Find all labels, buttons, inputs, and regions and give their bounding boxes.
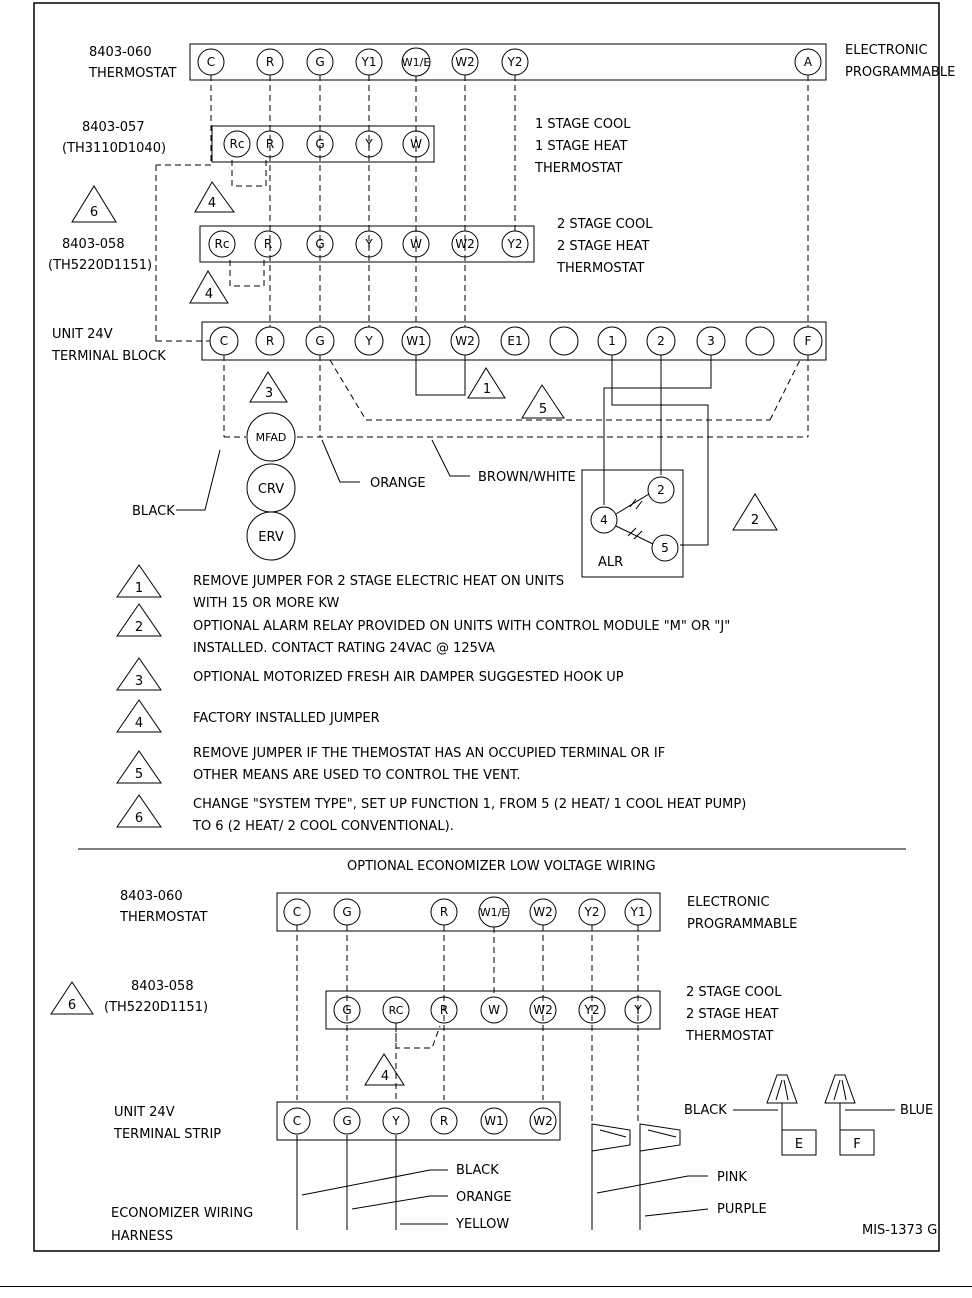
terminal-label: G [315, 55, 325, 69]
wire-orange-econ: ORANGE [456, 1190, 512, 1205]
terminal-label: W1/E [401, 56, 431, 69]
terminal-label: 3 [707, 334, 715, 348]
econ-t060-desc: THERMOSTAT [120, 910, 208, 925]
alarm-relay [582, 470, 683, 577]
note-line2: INSTALLED. CONTACT RATING 24VAC @ 125VA [193, 641, 495, 656]
flag-6 [72, 186, 116, 222]
harness-wiring [297, 1135, 708, 1230]
economizer-title: OPTIONAL ECONOMIZER LOW VOLTAGE WIRING [347, 859, 656, 874]
terminal-label: R [439, 1003, 449, 1017]
terminal-label: W2 [533, 1114, 553, 1128]
terminal-label: G [342, 1114, 352, 1128]
terminal-label: C [292, 905, 302, 919]
econ-wiring [297, 925, 638, 1125]
terminal-label: R [265, 55, 275, 69]
jumper-058 [230, 260, 264, 286]
flag-label: 4 [207, 196, 217, 211]
flag-label: 6 [67, 998, 77, 1013]
flag-3 [250, 372, 287, 402]
connector-y1 [640, 1124, 680, 1151]
flag-4-lower [190, 271, 228, 303]
note-line1: FACTORY INSTALLED JUMPER [193, 711, 380, 726]
terminal-label: W1 [406, 334, 426, 348]
drawing-number: MIS-1373 G [862, 1223, 938, 1238]
terminal-label: Y [392, 1114, 400, 1128]
wire-black-label: BLACK [132, 504, 175, 519]
terminal-label: G [342, 905, 352, 919]
thermostat-058-right3: THERMOSTAT [557, 261, 645, 276]
lower-wiring [224, 355, 808, 437]
terminal-label: W [410, 137, 422, 151]
econ-thermostat-058 [51, 979, 782, 1044]
flag-label: 2 [750, 513, 760, 528]
terminal-label: 2 [657, 334, 665, 348]
note-line2: OTHER MEANS ARE USED TO CONTROL THE VENT. [193, 768, 521, 783]
top-wiring [156, 75, 808, 341]
terminal-label: Y1 [361, 55, 377, 69]
terminal-label: Y [365, 237, 373, 251]
thermostat-058-right2: 2 STAGE HEAT [557, 239, 650, 254]
notes [117, 565, 746, 834]
note-5 [117, 746, 665, 783]
flag-label: 5 [538, 402, 548, 417]
page-footer-rule [0, 1286, 972, 1287]
terminal-label: R [439, 1114, 449, 1128]
wire-blue-label: BLUE [900, 1103, 934, 1118]
note-line1: REMOVE JUMPER FOR 2 STAGE ELECTRIC HEAT ON UNITS [193, 574, 565, 589]
connector-f-label: F [853, 1137, 861, 1152]
note-number: 6 [134, 811, 144, 826]
wire-yellow-econ: YELLOW [456, 1217, 510, 1232]
alr-label: ALR [598, 555, 624, 570]
harness-label2: HARNESS [111, 1229, 174, 1244]
flag-2 [733, 494, 777, 530]
thermostat-057-right3: THERMOSTAT [535, 161, 623, 176]
terminal-label: E1 [507, 334, 523, 348]
alr-terminal-5-label: 5 [661, 541, 669, 555]
terminal-label: G [342, 1003, 352, 1017]
econ-t060-right2: PROGRAMMABLE [687, 917, 798, 932]
terminal-label: W [410, 237, 422, 251]
erv-label: ERV [258, 530, 284, 545]
terminal-label: Rc [214, 237, 230, 251]
terminal-label: W2 [455, 237, 475, 251]
terminal-label: R [265, 137, 275, 151]
thermostat-060-right2: PROGRAMMABLE [845, 65, 956, 80]
terminal-label: W2 [533, 1003, 553, 1017]
wire-black2-label: BLACK [684, 1103, 727, 1118]
note-number: 5 [134, 767, 144, 782]
terminal-label: Y1 [630, 905, 646, 919]
jumper-057 [232, 160, 266, 186]
thermostat-057-right2: 1 STAGE HEAT [535, 139, 628, 154]
econ-t058-right3: THERMOSTAT [686, 1029, 774, 1044]
econ-strip-label2: TERMINAL STRIP [114, 1127, 222, 1142]
econ-t058-right1: 2 STAGE COOL [686, 985, 782, 1000]
note-2 [117, 604, 730, 656]
terminal-label: Y [365, 334, 373, 348]
thermostat-058 [48, 217, 653, 286]
alarm-relay-wiring [604, 355, 711, 545]
flag-label: 1 [482, 382, 492, 397]
terminal-label: Y2 [507, 55, 523, 69]
note-number: 3 [134, 674, 144, 689]
thermostat-058-right1: 2 STAGE COOL [557, 217, 653, 232]
alr-terminal-4-label: 4 [600, 513, 608, 527]
note-number: 4 [134, 716, 144, 731]
note-line2: TO 6 (2 HEAT/ 2 COOL CONVENTIONAL). [193, 819, 454, 834]
terminal-label: Y2 [584, 905, 600, 919]
wire-brown-white-label: BROWN/WHITE [478, 470, 576, 485]
note-line1: REMOVE JUMPER IF THE THEMOSTAT HAS AN OCCUPIED TERMINAL OR IF [193, 746, 666, 761]
flag-6-econ [51, 982, 93, 1014]
thermostat-057 [62, 117, 631, 186]
unit-terminal-block [51, 322, 826, 364]
flag-5 [522, 385, 564, 418]
devices [247, 413, 295, 560]
mfad-label: MFAD [255, 431, 287, 444]
note-number: 2 [134, 620, 144, 635]
harness-label1: ECONOMIZER WIRING [111, 1206, 254, 1221]
terminal-label: W [488, 1003, 500, 1017]
econ-strip-box [277, 1102, 560, 1140]
flag-1 [468, 368, 505, 398]
note-6 [117, 795, 746, 834]
flag-label: 4 [380, 1069, 390, 1084]
terminal-label: Y2 [507, 237, 523, 251]
terminal-label: R [263, 237, 273, 251]
terminal-label: W1 [484, 1114, 504, 1128]
terminal-label: C [206, 55, 216, 69]
terminal-label: Rc [229, 137, 245, 151]
note-line1: CHANGE "SYSTEM TYPE", SET UP FUNCTION 1, FROM 5 (2 HEAT/ 1 COOL HEAT PUMP) [193, 797, 747, 812]
thermostat-060-right1: ELECTRONIC [845, 43, 928, 58]
note-line1: OPTIONAL ALARM RELAY PROVIDED ON UNITS WITH CONTROL MODULE "M" OR "J" [193, 619, 731, 634]
terminal-label: RC [388, 1004, 404, 1017]
terminal [550, 327, 578, 355]
connector-y2 [592, 1124, 630, 1151]
terminal-label: W2 [455, 55, 475, 69]
terminal-label: W1/E [479, 906, 509, 919]
econ-t058-part: (TH5220D1151) [104, 1000, 209, 1015]
terminal-label: G [315, 137, 325, 151]
econ-thermostat-060 [119, 889, 797, 932]
thermostat-058-model: 8403-058 [62, 237, 125, 252]
econ-t058-model: 8403-058 [131, 979, 194, 994]
terminal-label: Y [365, 137, 373, 151]
note-line2: WITH 15 OR MORE KW [193, 596, 340, 611]
terminal-label: G [315, 237, 325, 251]
terminal-label: G [315, 334, 325, 348]
note-line1: OPTIONAL MOTORIZED FRESH AIR DAMPER SUGGESTED HOOK UP [193, 670, 624, 685]
note-4 [117, 700, 380, 732]
flag-label: 3 [264, 386, 274, 401]
connector-f [825, 1075, 933, 1155]
thermostat-058-part: (TH5220D1151) [48, 258, 153, 273]
econ-t060-right1: ELECTRONIC [687, 895, 770, 910]
crv-label: CRV [257, 482, 285, 497]
terminal-label: C [219, 334, 229, 348]
terminal-label: A [803, 55, 813, 69]
note-1 [117, 565, 564, 611]
wire-purple-econ: PURPLE [717, 1202, 767, 1217]
thermostat-060-model: 8403-060 [89, 45, 152, 60]
thermostat-060-terminals [198, 48, 821, 76]
thermostat-057-model: 8403-057 [82, 120, 145, 135]
wire-pink-econ: PINK [717, 1170, 747, 1185]
note-3 [117, 658, 624, 690]
flag-4-upper [195, 182, 234, 212]
jumper-w1-w2 [416, 355, 465, 395]
unit-block-label1: UNIT 24V [52, 327, 113, 342]
connector-e-label: E [794, 1137, 804, 1152]
terminal-label: Y [634, 1003, 642, 1017]
flag-label: 6 [89, 205, 99, 220]
terminal-label: W2 [533, 905, 553, 919]
econ-terminal-strip [113, 1102, 560, 1142]
thermostat-057-part: (TH3110D1040) [62, 141, 167, 156]
econ-t060-model: 8403-060 [120, 889, 183, 904]
terminal-label: Y2 [584, 1003, 600, 1017]
thermostat-060 [88, 43, 955, 81]
flag-4-econ [365, 1026, 440, 1085]
terminal-label: F [804, 334, 812, 348]
thermostat-057-right1: 1 STAGE COOL [535, 117, 631, 132]
wire-orange-label: ORANGE [370, 476, 426, 491]
terminal-label: W2 [455, 334, 475, 348]
terminal-label: C [292, 1114, 302, 1128]
econ-connectors [592, 1124, 680, 1151]
econ-strip-label1: UNIT 24V [114, 1105, 175, 1120]
note-number: 1 [134, 581, 144, 596]
terminal-label: R [439, 905, 449, 919]
terminal-label: R [265, 334, 275, 348]
wire-labels [132, 440, 576, 519]
terminal [746, 327, 774, 355]
econ-t058-right2: 2 STAGE HEAT [686, 1007, 779, 1022]
flag-label: 4 [204, 287, 214, 302]
thermostat-060-desc: THERMOSTAT [89, 66, 177, 81]
connector-e [684, 1075, 816, 1155]
alr-terminal-2-label: 2 [657, 483, 665, 497]
unit-block-label2: TERMINAL BLOCK [52, 349, 166, 364]
wire-black-econ: BLACK [456, 1163, 499, 1178]
terminal-label: 1 [608, 334, 616, 348]
